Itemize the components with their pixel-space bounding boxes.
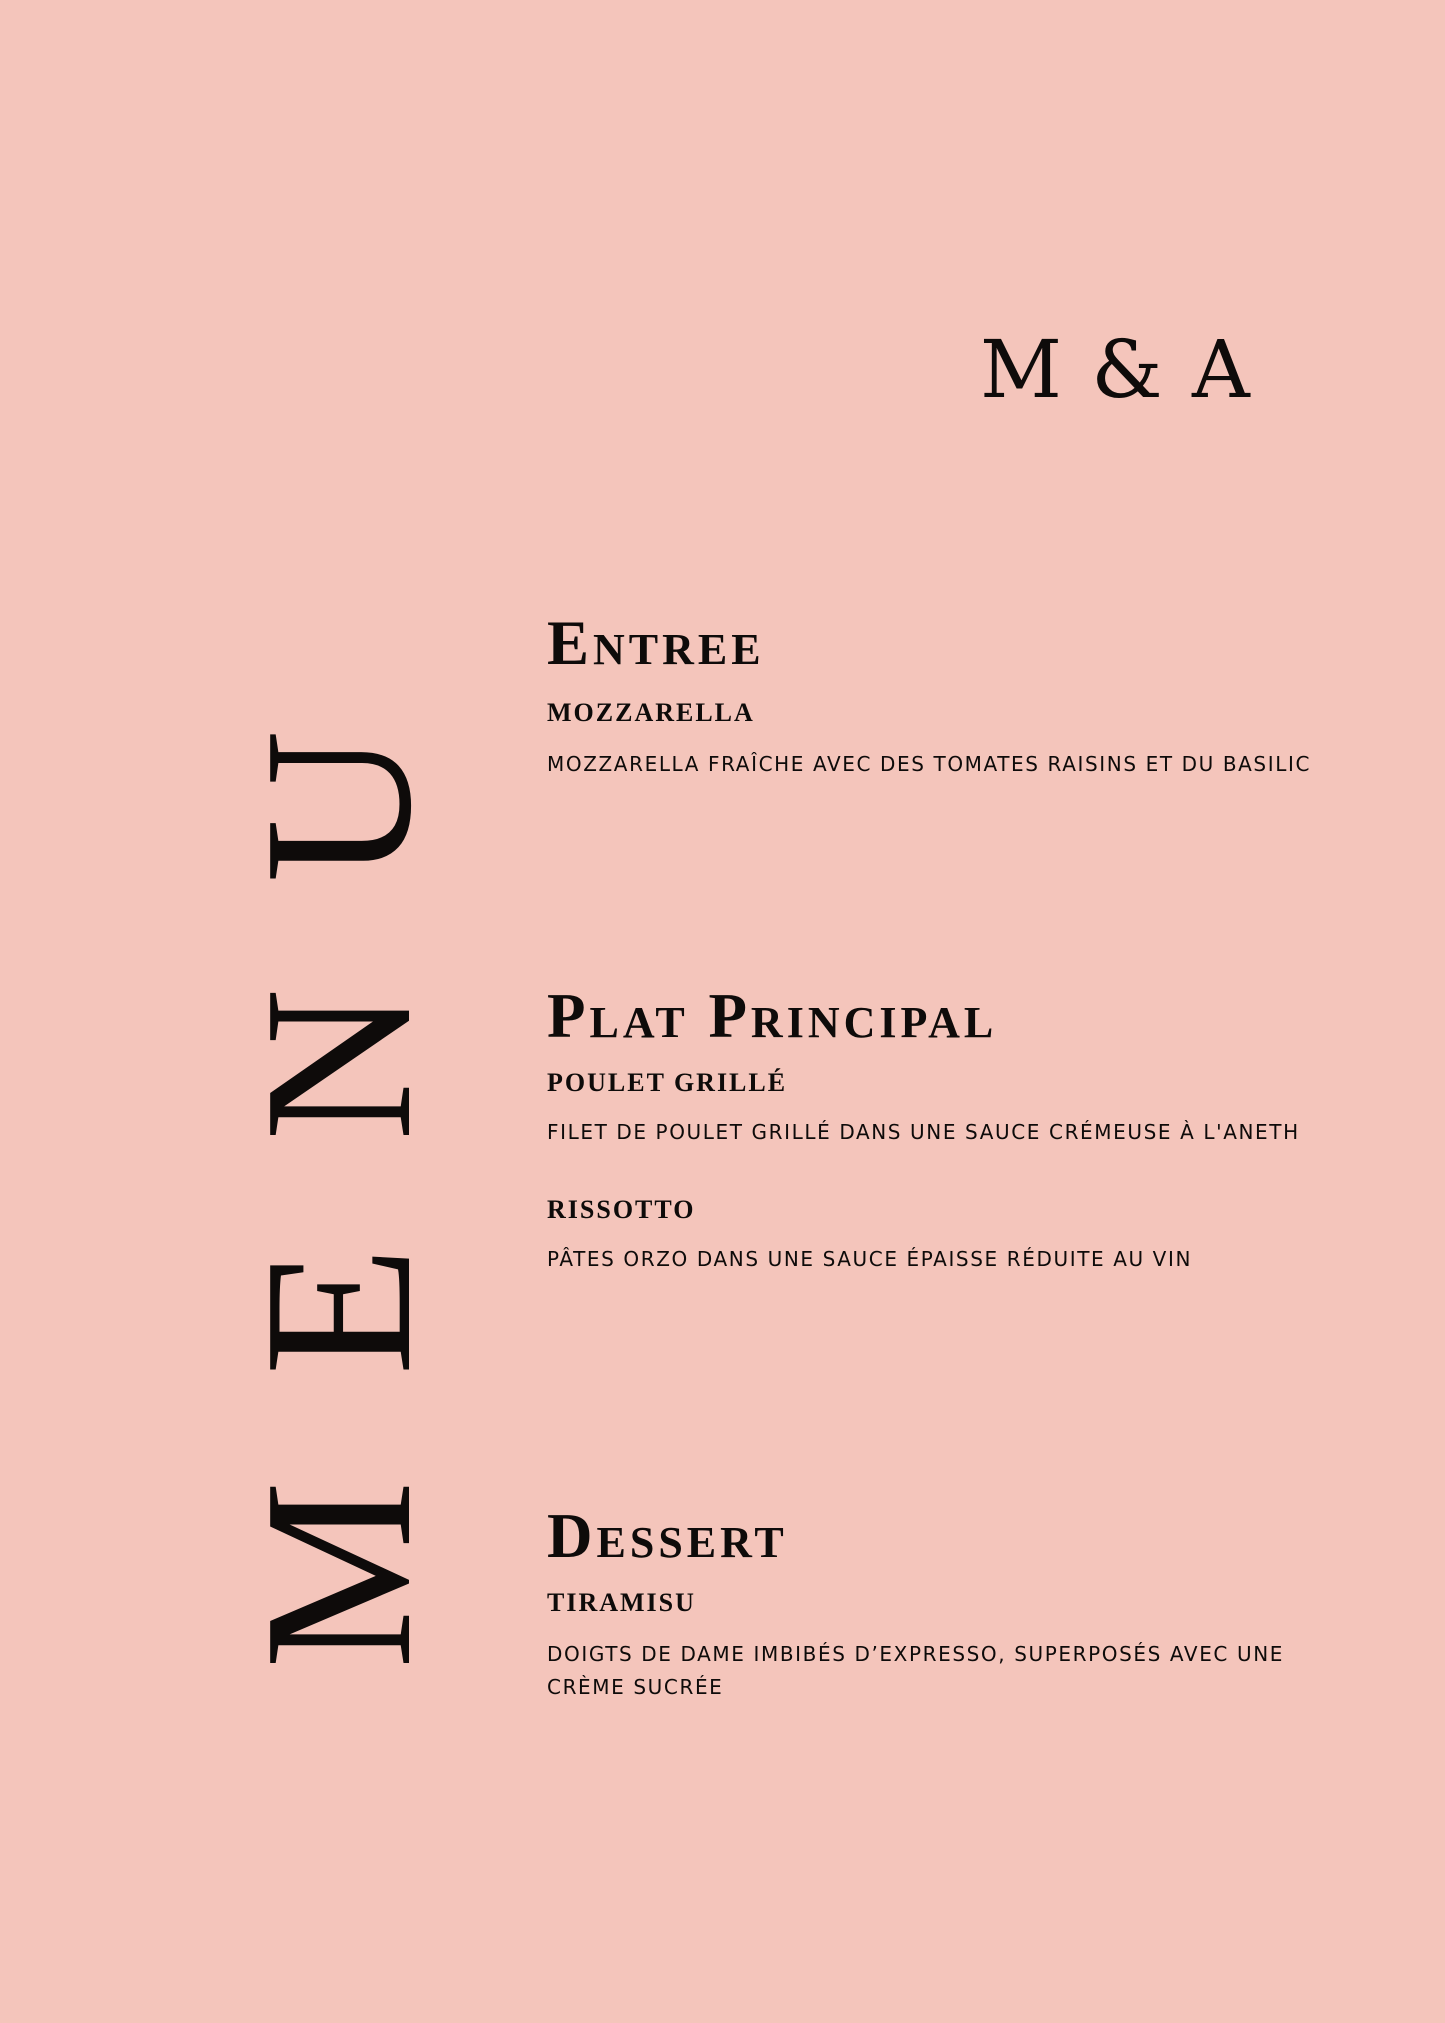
dish-name: TIRAMISU xyxy=(547,1588,696,1617)
dish-item xyxy=(547,1590,1327,1704)
dish-name: RISSOTTO xyxy=(547,1195,696,1224)
dish-item xyxy=(547,1197,1327,1276)
entree-title: Entree xyxy=(547,608,765,678)
main-course-section xyxy=(547,981,1327,1276)
dish-description: DOIGTS DE DAME IMBIBÉS D’EXPRESSO, SUPERPOSÉS AVEC UNE CRÈME SUCRÉE xyxy=(547,1642,1284,1699)
dish-description: MOZZARELLA FRAÎCHE AVEC DES TOMATES RAISINS ET DU BASILIC xyxy=(547,752,1312,776)
dessert-title: Dessert xyxy=(547,1501,788,1571)
dish-name: MOZZARELLA xyxy=(547,698,755,727)
dish-item xyxy=(547,700,1327,781)
dish-item xyxy=(547,1070,1327,1149)
monogram: M & A xyxy=(980,323,1252,416)
vertical-menu-title xyxy=(220,624,455,1670)
entree-section xyxy=(547,608,1327,781)
dish-description: FILET DE POULET GRILLÉ DANS UNE SAUCE CRÉMEUSE À L'ANETH xyxy=(547,1120,1300,1144)
dish-name: POULET GRILLÉ xyxy=(547,1068,788,1097)
main-course-title: Plat Principal xyxy=(547,981,998,1051)
dessert-section xyxy=(547,1501,1327,1704)
dish-description: PÂTES ORZO DANS UNE SAUCE ÉPAISSE RÉDUITE AU VIN xyxy=(547,1247,1193,1271)
vertical-menu-title-text: MENU xyxy=(220,624,455,1670)
